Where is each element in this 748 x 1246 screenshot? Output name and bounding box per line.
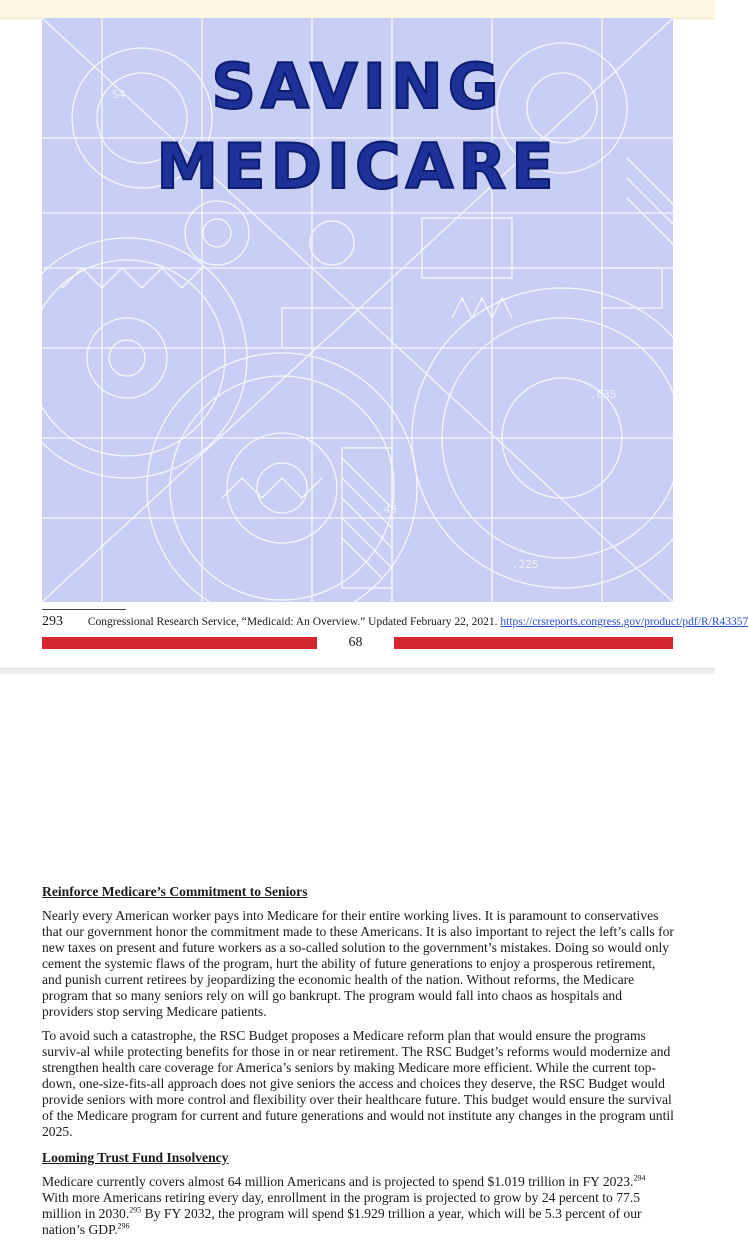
top-status-strip [0,0,715,19]
paragraph-coverage [42,1174,674,1238]
red-bar-left [42,637,317,649]
document-body [42,884,674,1246]
footnote-ref-296[interactable]: 296 [117,1221,130,1231]
cover-title-line2: MEDICARE [156,130,559,203]
footnote-text: Congressional Research Service, “Medicaid: An Overview.” Updated February 22, 2021. [87,616,498,628]
paragraph-workers: Nearly every American worker pays into Medicare for their entire working lives. It is paramount to conservatives that our government honor the commitment made to these Americans. It is also important to reject the left’s calls for new taxes on present and future workers as a so-called solution to the government’s mistakes. Doing so would only cement the systemic flaws of the program, hurt the ability of future generations to enjoy a prosperous retirement, and punish current retirees by jeopardizing the economic health of the nation. Without reforms, the Medicare program that so many seniors rely on will go bankrupt. The program would fall into chaos as hospitals and providers stop serving Medicare patients. [42,908,674,1019]
svg-text:.225: .225 [512,558,539,571]
cover-image [42,18,673,602]
footnote [42,614,748,630]
page-separator [0,668,715,674]
coverage-text-c: By FY 2032, the program will spend $1.929 trillion a year, which will be 5.3 percent of our nation’s GDP. [42,1206,642,1237]
page-number: 68 [348,635,363,650]
svg-text:.635: .635 [590,388,617,401]
svg-text:S4: S4 [112,88,126,101]
section-heading-reinforce: Reinforce Medicare’s Commitment to Seniors [42,884,308,899]
footnote-link[interactable]: https://crsreports.congress.gov/product/pdf/R/R43357 [500,616,748,628]
footnote-ref-295[interactable]: 295 [129,1205,142,1215]
cover-title-line1: SAVING [211,50,504,123]
footnote-divider [42,609,126,610]
footnote-number: 293 [42,614,63,629]
coverage-text-b: With more Americans retiring every day, enrollment in the program is projected to grow by 24 percent to 77.5 million in 2030. [42,1190,641,1221]
section-heading-insolvency: Looming Trust Fund Insolvency [42,1150,229,1165]
coverage-text-a: Medicare currently covers almost 64 million Americans and is projected to spend $1.019 trillion in FY 2023. [42,1174,634,1189]
svg-text:.48: .48 [377,503,397,516]
red-bar-right [394,637,673,649]
paragraph-reform-plan: To avoid such a catastrophe, the RSC Budget proposes a Medicare reform plan that would ensure the programs surviv-al while protecting benefits for those in or near retirement. The RSC Budget’s reforms would modernize and strengthen health care coverage for America’s seniors by making Medicare more efficient. While the current top-down, one-size-fits-all approach does not give seniors the access and choices they deserve, the RSC Budget would provide seniors with more control and flexibility over their healthcare future. This budget would ensure the survival of the Medicare program for current and future generations and would not institute any changes in the program until 2025. [42,1028,674,1139]
footnote-ref-294[interactable]: 294 [633,1173,646,1183]
